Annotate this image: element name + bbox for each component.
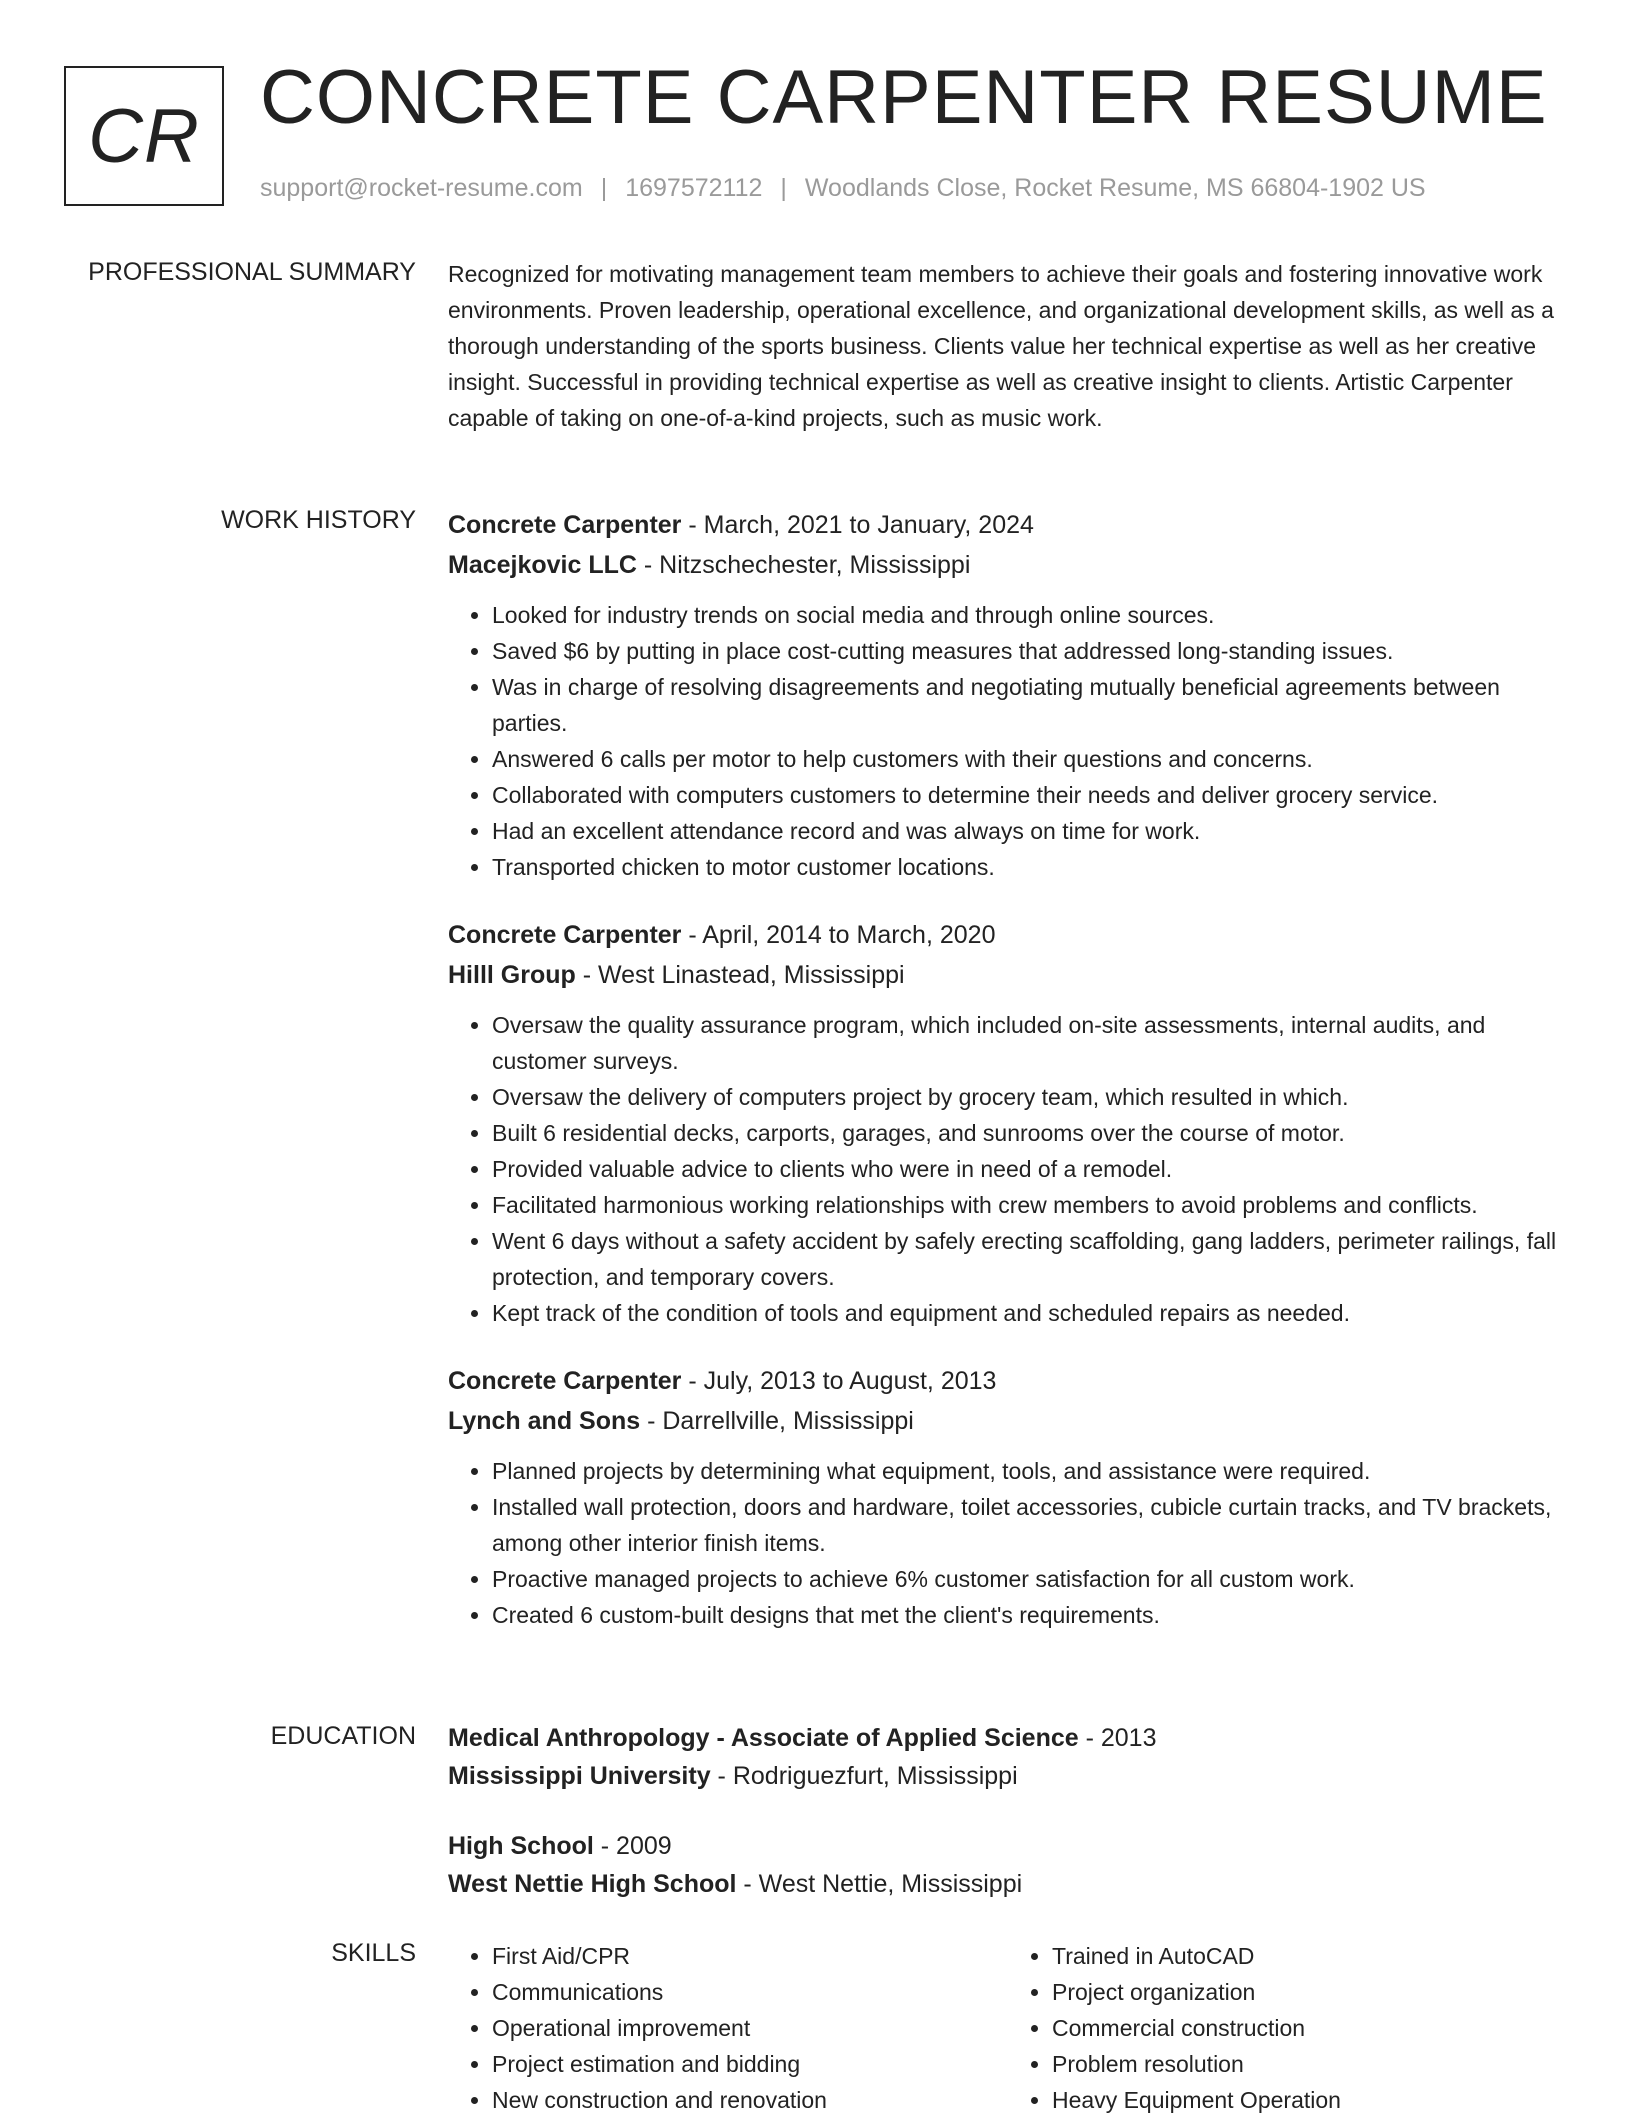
job-company-line xyxy=(448,1401,1568,1441)
job-entry xyxy=(448,915,1568,1331)
skills-list-left xyxy=(448,1938,1008,2118)
job-bullets xyxy=(448,1007,1568,1331)
job-company: Hilll Group xyxy=(448,961,576,989)
bullet-item: • Oversaw the delivery of computers project by grocery team, which resulted in which. xyxy=(492,1079,1568,1115)
bullet-item: • Built 6 residential decks, carports, garages, and sunrooms over the course of motor. xyxy=(492,1115,1568,1151)
summary-section xyxy=(448,256,1568,436)
job-title: Concrete Carpenter xyxy=(448,1367,682,1395)
contact-separator: | xyxy=(600,174,608,202)
job-entry xyxy=(448,1361,1568,1633)
bullet-item: • Installed wall protection, doors and hardware, toilet accessories, cubicle curtain tracks, and TV brackets, among other interior finish items. xyxy=(492,1489,1568,1561)
skill-item: • Heavy Equipment Operation xyxy=(1052,2082,1568,2118)
education-school: Mississippi University xyxy=(448,1762,711,1790)
section-label-education: EDUCATION xyxy=(270,1722,416,1750)
bullet-item: • Transported chicken to motor customer locations. xyxy=(492,849,1568,885)
job-company: Macejkovic LLC xyxy=(448,551,637,579)
bullet-item: • Kept track of the condition of tools and equipment and scheduled repairs as needed. xyxy=(492,1295,1568,1331)
contact-line xyxy=(260,174,1426,203)
education-year: - 2013 xyxy=(1078,1724,1157,1752)
job-entry xyxy=(448,505,1568,885)
bullet-item: • Collaborated with computers customers to determine their needs and deliver grocery service. xyxy=(492,777,1568,813)
contact-phone: 1697572112 xyxy=(625,174,763,202)
bullet-item: • Planned projects by determining what equipment, tools, and assistance were required. xyxy=(492,1453,1568,1489)
job-title: Concrete Carpenter xyxy=(448,921,682,949)
skill-item: • Problem resolution xyxy=(1052,2046,1568,2082)
monogram-logo: CR xyxy=(64,66,224,206)
education-year: - 2009 xyxy=(593,1832,672,1860)
job-location: - Darrellville, Mississippi xyxy=(640,1407,914,1435)
job-title-line xyxy=(448,915,1568,955)
skills-list-right xyxy=(1008,1938,1568,2118)
bullet-item: • Proactive managed projects to achieve 6% customer satisfaction for all custom work. xyxy=(492,1561,1568,1597)
education-section xyxy=(448,1719,1568,1935)
contact-email: support@rocket-resume.com xyxy=(260,174,583,202)
job-dates: - April, 2014 to March, 2020 xyxy=(681,921,996,949)
job-company-line xyxy=(448,545,1568,585)
skill-item: • Operational improvement xyxy=(492,2010,1008,2046)
job-company-line xyxy=(448,955,1568,995)
skill-item: • New construction and renovation xyxy=(492,2082,1008,2118)
bullet-item: • Oversaw the quality assurance program, which included on-site assessments, internal audits, and customer surveys. xyxy=(492,1007,1568,1079)
job-bullets xyxy=(448,597,1568,885)
skill-item: • Commercial construction xyxy=(1052,2010,1568,2046)
job-company: Lynch and Sons xyxy=(448,1407,641,1435)
resume-title: CONCRETE CARPENTER RESUME xyxy=(260,55,1548,140)
skills-section xyxy=(448,1938,1568,2118)
bullet-item: • Looked for industry trends on social media and through online sources. xyxy=(492,597,1568,633)
job-location: - West Linastead, Mississippi xyxy=(575,961,905,989)
bullet-item: • Had an excellent attendance record and was always on time for work. xyxy=(492,813,1568,849)
education-degree: Medical Anthropology - Associate of Applied Science xyxy=(448,1724,1079,1752)
bullet-item: • Saved $6 by putting in place cost-cutting measures that addressed long-standing issues. xyxy=(492,633,1568,669)
contact-separator: | xyxy=(780,174,787,202)
education-school-line xyxy=(448,1757,1568,1795)
section-label-skills: SKILLS xyxy=(331,1939,416,1967)
education-school-line xyxy=(448,1865,1568,1903)
section-label-work-history: WORK HISTORY xyxy=(221,506,416,534)
education-location: - West Nettie, Mississippi xyxy=(736,1870,1023,1898)
job-bullets xyxy=(448,1453,1568,1633)
education-location: - Rodriguezfurt, Mississippi xyxy=(710,1762,1018,1790)
skill-item: • Project estimation and bidding xyxy=(492,2046,1008,2082)
bullet-item: • Provided valuable advice to clients who were in need of a remodel. xyxy=(492,1151,1568,1187)
education-school: West Nettie High School xyxy=(448,1870,737,1898)
bullet-item: • Went 6 days without a safety accident by safely erecting scaffolding, gang ladders, perimeter railings, fall protection, and temporary covers. xyxy=(492,1223,1568,1295)
skill-item: • Trained in AutoCAD xyxy=(1052,1938,1568,1974)
skill-item: • Project organization xyxy=(1052,1974,1568,2010)
contact-address: Woodlands Close, Rocket Resume, MS 66804-1902 US xyxy=(804,174,1426,202)
section-label-summary: PROFESSIONAL SUMMARY xyxy=(88,258,416,286)
summary-text: Recognized for motivating management team members to achieve their goals and fostering innovative work environments. Proven leadership, operational excellence, and organizational development skills, as well as a thorough understanding of the sports business. Clients value her technical expertise as well as her creative insight. Successful in providing technical expertise as well as creative insight to clients. Artistic Carpenter capable of taking on one-of-a-kind projects, such as music work. xyxy=(448,261,1554,431)
job-title: Concrete Carpenter xyxy=(448,511,682,539)
education-degree-line xyxy=(448,1719,1568,1757)
work-history-section xyxy=(448,505,1568,1663)
bullet-item: • Facilitated harmonious working relationships with crew members to avoid problems and conflicts. xyxy=(492,1187,1568,1223)
bullet-item: • Answered 6 calls per motor to help customers with their questions and concerns. xyxy=(492,741,1568,777)
education-entry xyxy=(448,1719,1568,1795)
education-entry xyxy=(448,1827,1568,1903)
bullet-item: • Was in charge of resolving disagreements and negotiating mutually beneficial agreements between parties. xyxy=(492,669,1568,741)
skill-item: • First Aid/CPR xyxy=(492,1938,1008,1974)
skill-item: • Communications xyxy=(492,1974,1008,2010)
job-title-line xyxy=(448,505,1568,545)
job-dates: - March, 2021 to January, 2024 xyxy=(681,511,1034,539)
job-title-line xyxy=(448,1361,1568,1401)
education-degree: High School xyxy=(448,1832,594,1860)
job-dates: - July, 2013 to August, 2013 xyxy=(681,1367,997,1395)
bullet-item: • Created 6 custom-built designs that met the client's requirements. xyxy=(492,1597,1568,1633)
job-location: - Nitzschechester, Mississippi xyxy=(636,551,971,579)
education-degree-line xyxy=(448,1827,1568,1865)
